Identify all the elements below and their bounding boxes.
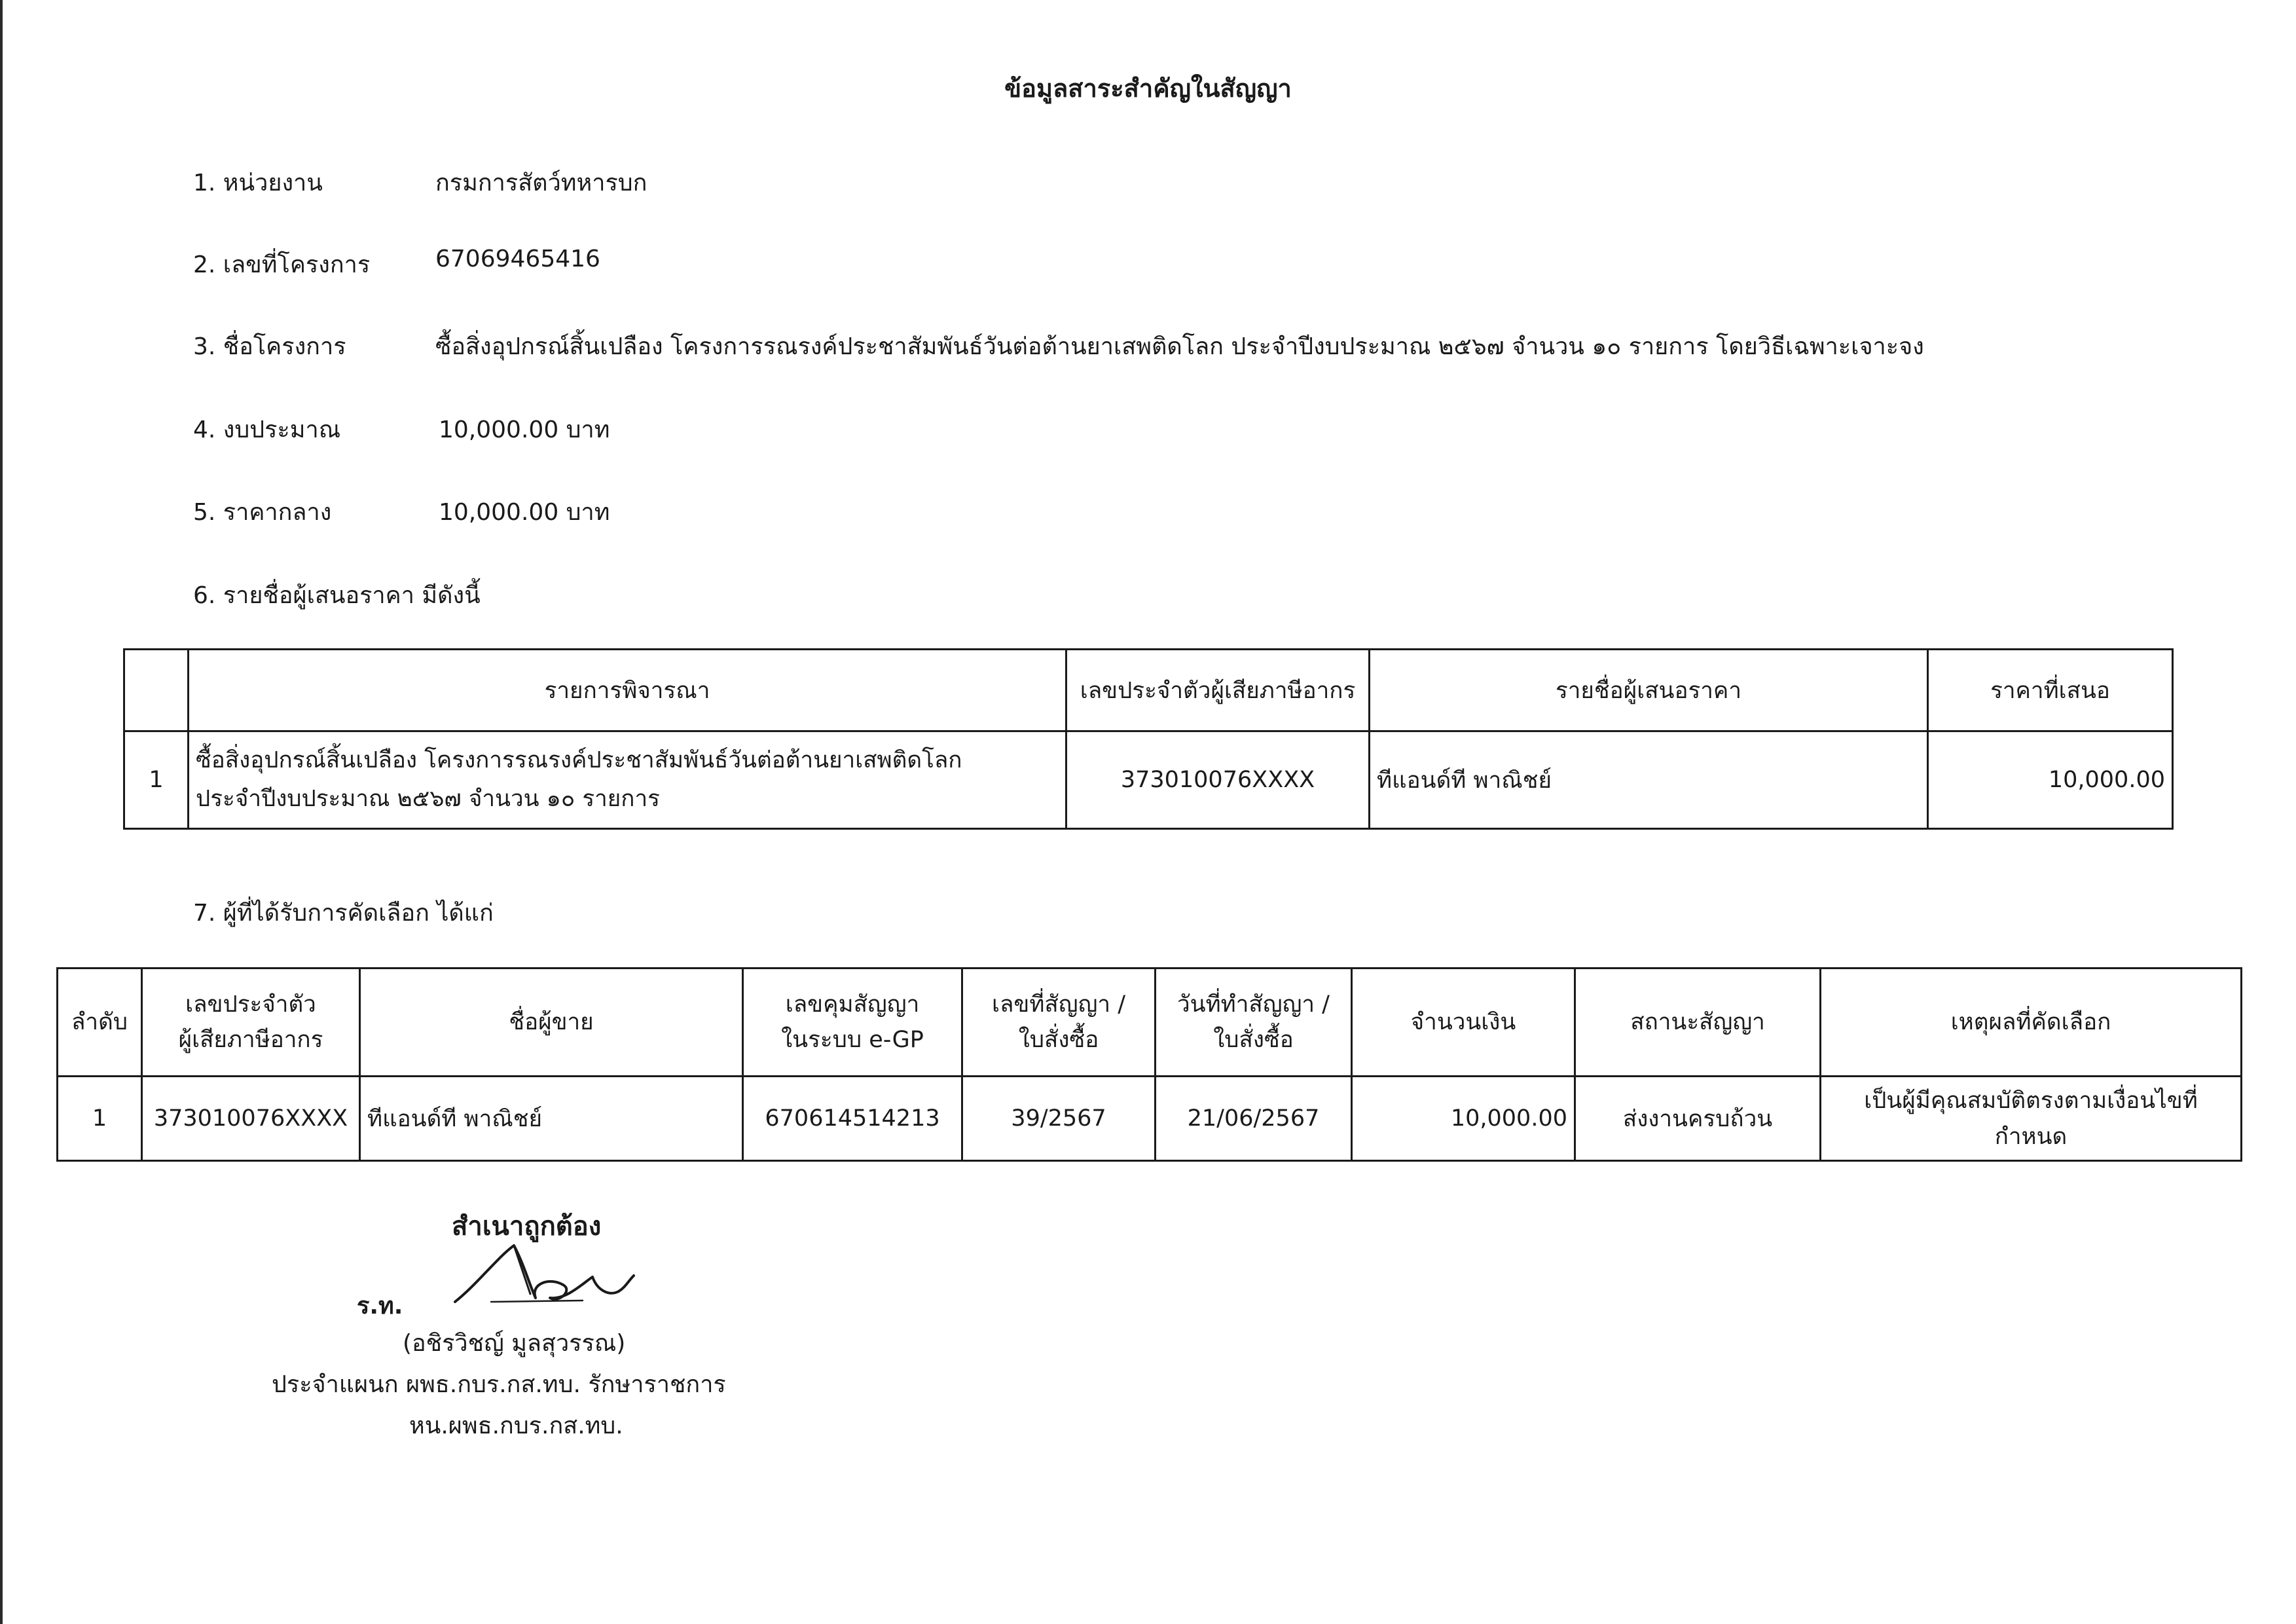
bidders-table xyxy=(123,648,2174,830)
header-contract xyxy=(962,969,1156,1077)
cell-taxid: 373010076XXXX xyxy=(142,1077,360,1161)
certified-copy-stamp: สำเนาถูกต้อง xyxy=(452,1211,602,1242)
field-label: 2. เลขที่โครงการ xyxy=(193,251,371,278)
header-line: ใบสั่งซื้อ xyxy=(1213,1027,1294,1053)
header-line: ในระบบ e-GP xyxy=(781,1027,924,1053)
header-taxid xyxy=(142,969,360,1077)
header-line: ใบสั่งซื้อ xyxy=(1018,1027,1099,1053)
winner-section-label: 7. ผู้ที่ได้รับการคัดเลือก ได้แก่ xyxy=(193,900,494,927)
header-price: ราคาที่เสนอ xyxy=(1928,650,2173,731)
cell-no: 1 xyxy=(124,731,189,829)
cell-no: 1 xyxy=(58,1077,142,1161)
bidders-section-label: 6. รายชื่อผู้เสนอราคา มีดังนี้ xyxy=(193,582,481,609)
header-egp xyxy=(743,969,962,1077)
cell-taxid: 373010076XXXX xyxy=(1066,731,1370,829)
header-no: ลำดับ xyxy=(58,969,142,1077)
winner-table xyxy=(56,967,2242,1162)
header-seller: ชื่อผู้ขาย xyxy=(360,969,743,1077)
cell-bidder-name: ทีแอนด์ที พาณิชย์ xyxy=(1370,731,1928,829)
cell-amount: 10,000.00 xyxy=(1352,1077,1575,1161)
field-label: 3. ชื่อโครงการ xyxy=(193,333,346,360)
item-line: ซื้อสิ่งอุปกรณ์สิ้นเปลือง โครงการรณรงค์ประชาสัมพันธ์วันต่อต้านยาเสพติดโลก xyxy=(196,747,962,773)
table-header-row xyxy=(124,650,2173,731)
field-value: ซื้อสิ่งอุปกรณ์สิ้นเปลือง โครงการรณรงค์ประชาสัมพันธ์วันต่อต้านยาเสพติดโลก ประจำปีงบประมาณ ๒๕๖๗ จำนวน ๑๐ รายการ โดยวิธีเฉพาะเจาะจง xyxy=(435,333,1924,360)
header-line: เลขประจำตัว xyxy=(185,991,316,1018)
header-line: เลขคุมสัญญา xyxy=(785,991,920,1018)
cell-contract: 39/2567 xyxy=(962,1077,1156,1161)
cell-contract-date: 21/06/2567 xyxy=(1156,1077,1352,1161)
field-value: 10,000.00 บาท xyxy=(439,416,610,443)
cell-seller: ทีแอนด์ที พาณิชย์ xyxy=(360,1077,743,1161)
signer-name: (อชิรวิชญ์ มูลสุวรรณ) xyxy=(403,1330,626,1357)
signature-icon xyxy=(452,1238,648,1310)
cell-reason: เป็นผู้มีคุณสมบัติตรงตามเงื่อนไขที่กำหนด xyxy=(1821,1077,2242,1161)
document-title: ข้อมูลสาระสำคัญในสัญญา xyxy=(1004,74,1292,103)
table-row xyxy=(124,731,2173,829)
cell-status: ส่งงานครบถ้วน xyxy=(1575,1077,1821,1161)
field-value: 10,000.00 บาท xyxy=(439,499,610,526)
signer-rank: ร.ท. xyxy=(357,1293,403,1320)
cell-price: 10,000.00 xyxy=(1928,731,2173,829)
header-no xyxy=(124,650,189,731)
signer-position-acting: หน.ผพธ.กบร.กส.ทบ. xyxy=(409,1412,623,1439)
header-line: ผู้เสียภาษีอากร xyxy=(178,1027,323,1053)
field-label: 1. หน่วยงาน xyxy=(193,170,323,196)
header-status: สถานะสัญญา xyxy=(1575,969,1821,1077)
field-label: 4. งบประมาณ xyxy=(193,416,341,443)
header-line: เลขที่สัญญา / xyxy=(992,991,1125,1018)
field-label: 5. ราคากลาง xyxy=(193,499,332,526)
header-line: วันที่ทำสัญญา / xyxy=(1177,991,1330,1018)
cell-item xyxy=(189,731,1066,829)
header-item: รายการพิจารณา xyxy=(189,650,1066,731)
item-line: ประจำปีงบประมาณ ๒๕๖๗ จำนวน ๑๐ รายการ xyxy=(196,786,660,812)
header-taxid: เลขประจำตัวผู้เสียภาษีอากร xyxy=(1066,650,1370,731)
table-header-row xyxy=(58,969,2242,1077)
header-amount: จำนวนเงิน xyxy=(1352,969,1575,1077)
signer-position: ประจำแผนก ผพธ.กบร.กส.ทบ. รักษาราชการ xyxy=(272,1371,726,1398)
scan-edge-line xyxy=(0,0,3,1624)
table-row xyxy=(58,1077,2242,1161)
header-reason: เหตุผลที่คัดเลือก xyxy=(1821,969,2242,1077)
cell-egp: 670614514213 xyxy=(743,1077,962,1161)
field-value: 67069465416 xyxy=(435,246,600,272)
header-contract-date xyxy=(1156,969,1352,1077)
field-value: กรมการสัตว์ทหารบก xyxy=(435,170,647,196)
header-bidder-name: รายชื่อผู้เสนอราคา xyxy=(1370,650,1928,731)
